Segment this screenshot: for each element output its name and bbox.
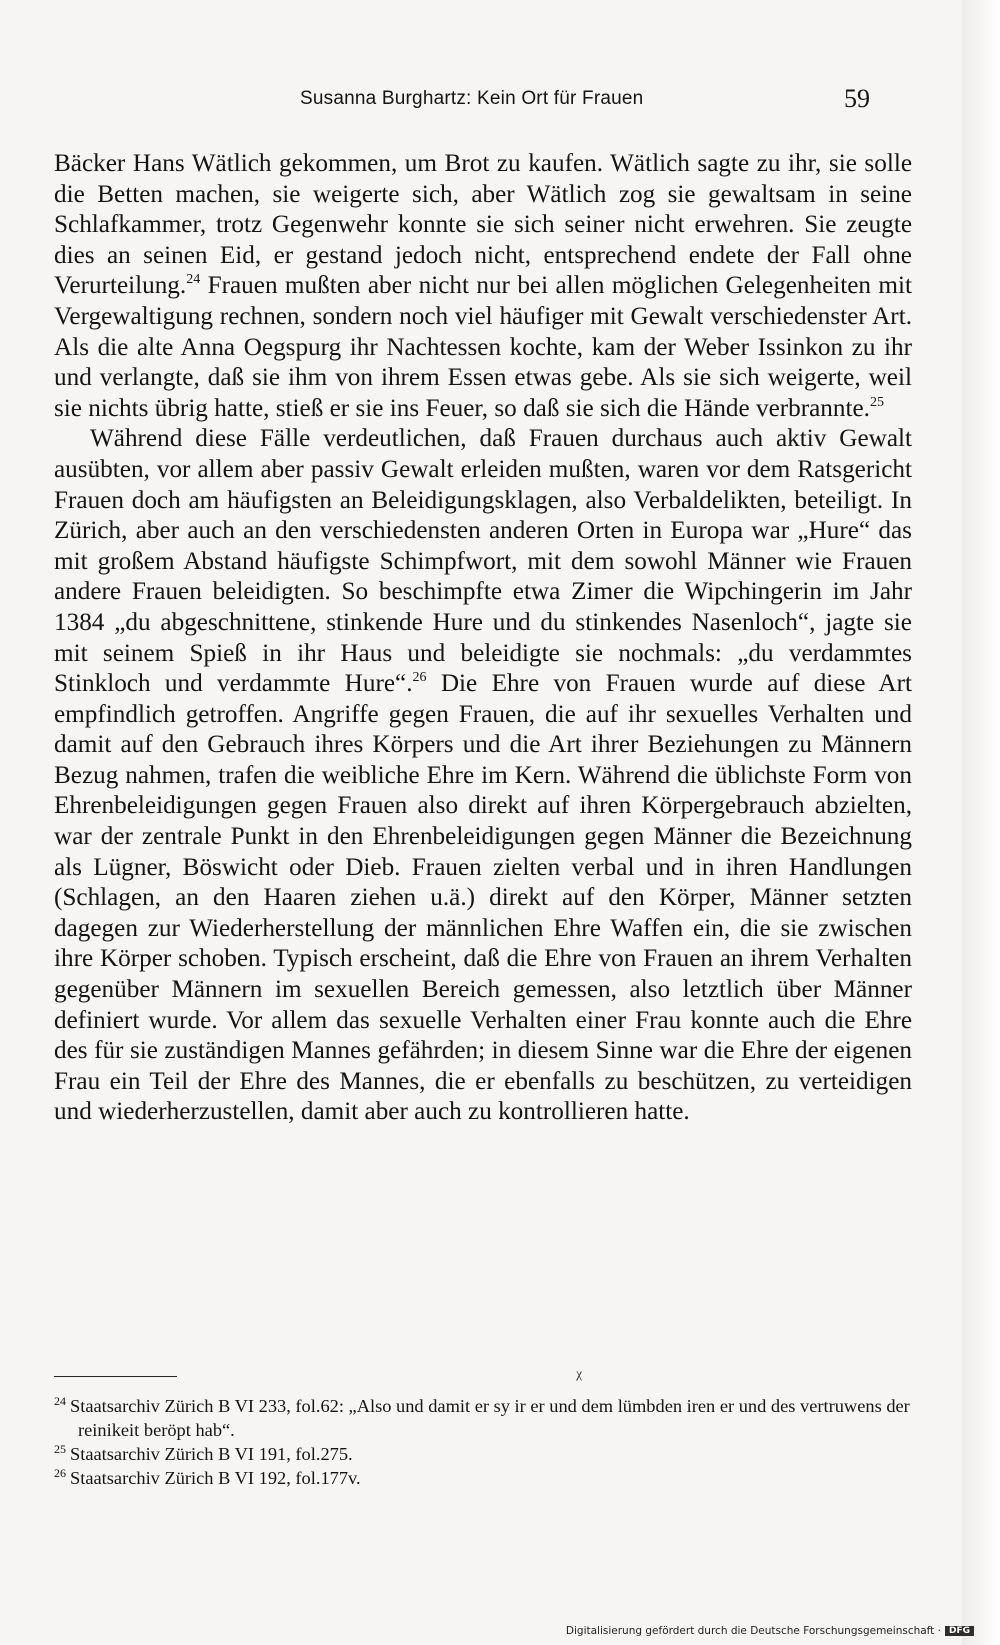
running-title: Susanna Burghartz: Kein Ort für Frauen <box>300 88 644 109</box>
paragraph-1 <box>54 149 912 424</box>
footnote <box>54 1394 916 1442</box>
footnote-reference: 24 <box>186 272 201 288</box>
paragraph-text: Frauen mußten aber nicht nur bei allen möglichen Gelegenheiten mit Vergewaltigung rechnen, sondern noch viel häufiger mit Gewalt verschiedenster Art. Als die alte Anna Oegspurg ihr Nachtessen kochte, kam der Weber Issinkon zu ihr und verlangte, daß sie ihm von ihrem Essen etwas gebe. Als sie sich weigerte, weil sie nichts übrig hatte, stieß er sie ins Feuer, so daß sie sich die Hände verbrannte. <box>54 272 912 422</box>
dfg-logo: DFG <box>945 1626 974 1636</box>
body-text <box>54 149 912 1128</box>
footnotes <box>54 1394 916 1490</box>
footnote-text: Staatsarchiv Zürich B VI 191, fol.275. <box>70 1444 353 1464</box>
running-head <box>0 84 962 120</box>
credit-text: Digitalisierung gefördert durch die Deutsche Forschungsgemeinschaft · <box>565 1625 941 1637</box>
page-number: 59 <box>844 84 870 113</box>
paragraph-text: Die Ehre von Frauen wurde auf diese Art empfindlich getroffen. Angriffe gegen Frauen, die auf ihr sexuelles Verhalten und damit auf den Gebrauch ihres Körpers und die Art ihrer Beziehungen zu Männern Bezug nahmen, trafen die weibliche Ehre im Kern. Während die üblichste Form von Ehrenbeleidigungen gegen Frauen also direkt auf ihren Körpergebrauch abzielten, war der zentrale Punkt in den Ehrenbeleidigungen gegen Männer die Bezeichnung als Lügner, Böswicht oder Dieb. Frauen zielten verbal und in ihren Handlungen (Schlagen, an den Haaren ziehen u.ä.) direkt auf den Körper, Männer setzten dagegen zur Wiederherstellung der männlichen Ehre Waffen ein, die sie zwischen ihre Körper schoben. Typisch erscheint, daß die Ehre von Frauen an ihrem Verhalten gegenüber Männern im sexuellen Bereich gemessen, also letztlich über Männer definiert wurde. Vor allem das sexuelle Verhalten einer Frau konnte auch die Ehre des für sie zuständigen Mannes gefährden; in diesem Sinne war die Ehre der eigenen Frau ein Teil der Ehre des Mannes, die er ebenfalls zu beschützen, zu verteidigen und wiederherzustellen, damit aber auch zu kontrollieren hatte. <box>54 670 912 1126</box>
footnote-text: Staatsarchiv Zürich B VI 233, fol.62: „Also und damit er sy ir er und dem lümbden iren er und des vertruwens der reinikeit beröpt hab“. <box>70 1396 910 1440</box>
footnote-text: Staatsarchiv Zürich B VI 192, fol.177v. <box>70 1468 361 1488</box>
stray-ink-mark: ᵡ <box>576 1364 583 1389</box>
paragraph-2 <box>54 424 912 1128</box>
footnote-divider <box>54 1376 177 1377</box>
footnote-reference: 26 <box>412 670 427 686</box>
footnote-number: 25 <box>54 1442 66 1456</box>
page-edge-shadow <box>962 0 1000 1645</box>
paragraph-text: Während diese Fälle verdeutlichen, daß Frauen durchaus auch aktiv Gewalt ausübten, vor allem aber passiv Gewalt erleiden mußten, waren vor dem Ratsgericht Frauen doch am häufigsten an Beleidigungsklagen, also Verbaldelikten, beteiligt. In Zürich, aber auch an den verschiedensten anderen Orten in Europa war „Hure“ das mit großem Abstand häufigste Schimpfwort, mit dem sowohl Männer wie Frauen andere Frauen beleidigten. So beschimpfte etwa Zimer die Wipchingerin im Jahr 1384 „du abgeschnittene, stinkende Hure und du stinkendes Nasenloch“, jagte sie mit seinem Spieß in ihr Haus und beleidigte sie nochmals: „du verdammtes Stinkloch und verdammte Hure“. <box>54 425 912 698</box>
digitization-credit <box>566 1625 974 1637</box>
footnote-number: 24 <box>54 1394 66 1408</box>
footnote <box>54 1466 916 1490</box>
footnote-reference: 25 <box>869 394 884 410</box>
footnote <box>54 1442 916 1466</box>
paragraph-text: Bäcker Hans Wätlich gekommen, um Brot zu kaufen. Wätlich sagte zu ihr, sie solle die Betten machen, sie weigerte sich, aber Wätlich zog sie gewaltsam in seine Schlafkammer, trotz Gegenwehr konnte sie sich seiner nicht erwehren. Sie zeugte dies an seinen Eid, er gestand jedoch nicht, entsprechend endete der Fall ohne Verurteilung. <box>54 150 912 300</box>
footnote-number: 26 <box>54 1466 66 1480</box>
